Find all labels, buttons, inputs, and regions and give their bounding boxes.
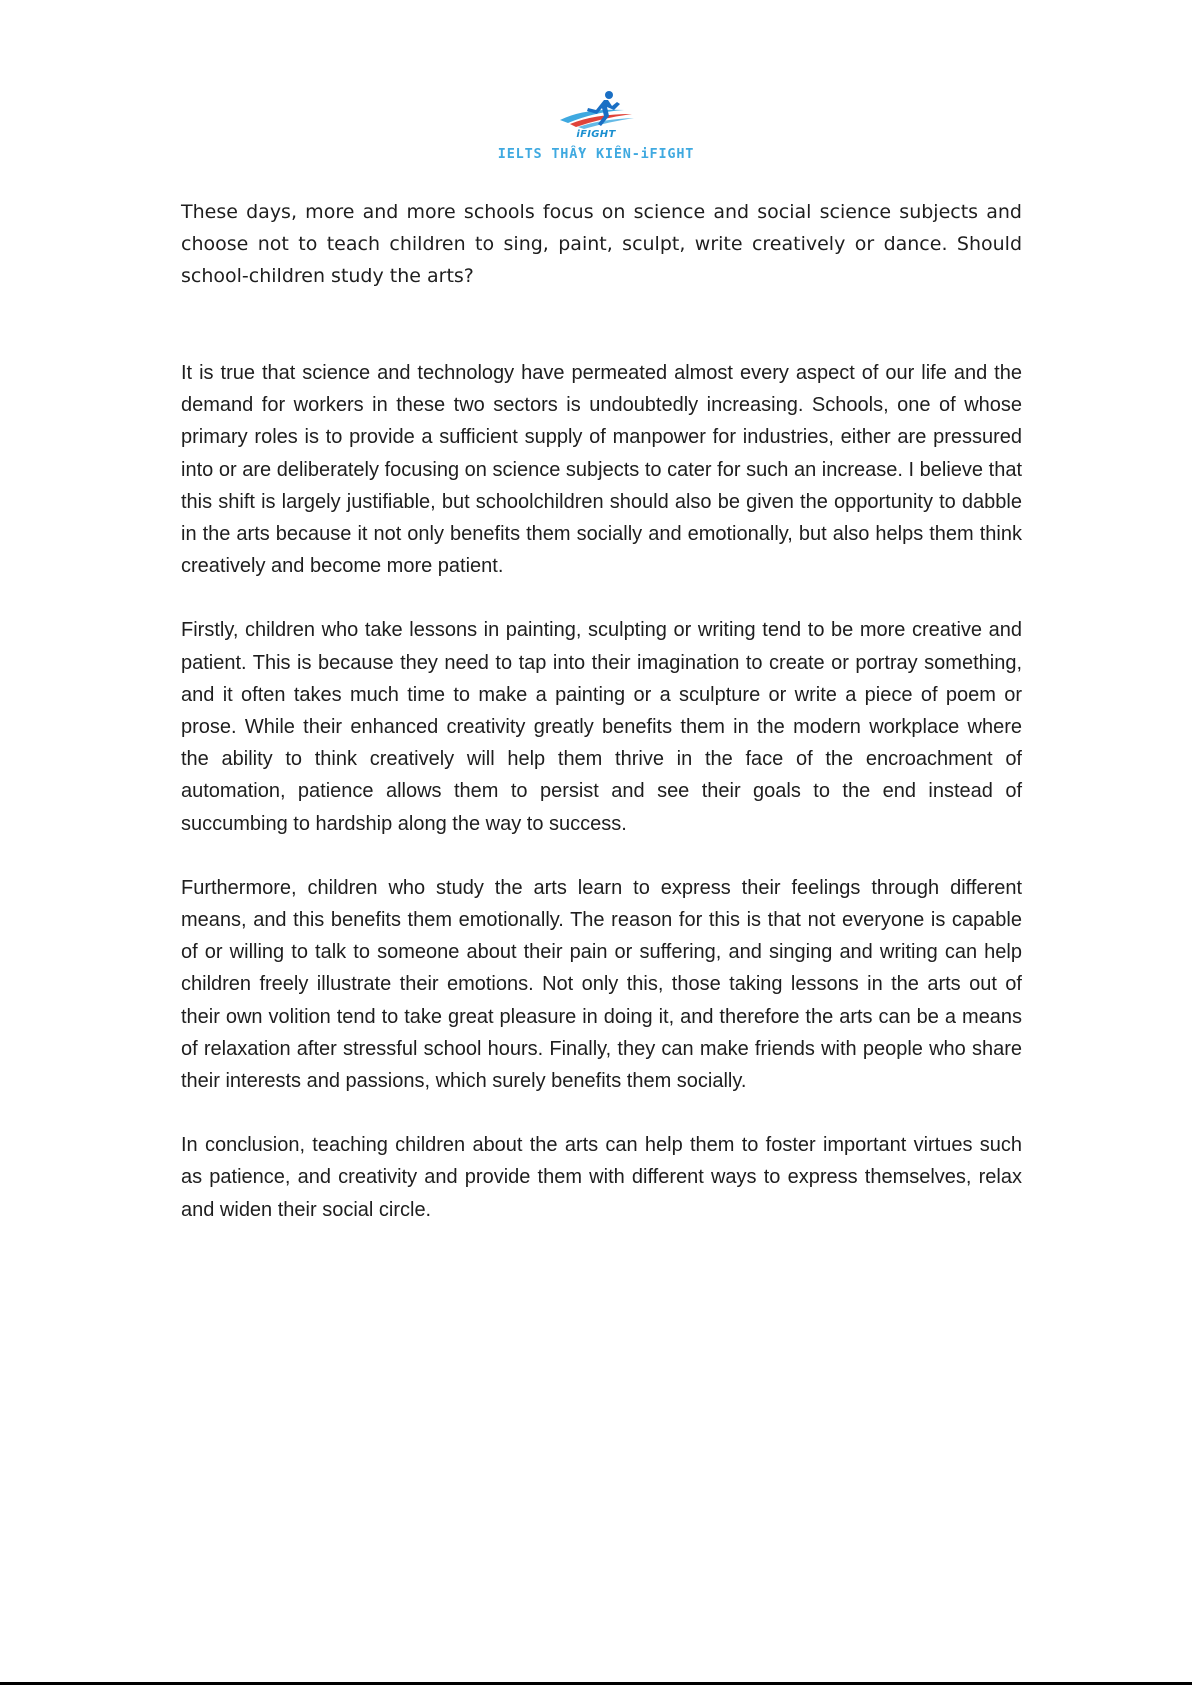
essay-paragraph-body-1: Firstly, children who take lessons in painting, sculpting or writing tend to be more creative and patient. This is because they need to tap into their imagination to create or portray something, and it often takes much time to make a painting or a sculpture or write a piece of poem or prose. While their enhanced creativity greatly benefits them in the modern workplace where the ability to think creatively will help them thrive in the face of the encroachment of automation, patience allows them to persist and see their goals to the end instead of succumbing to hardship along the way to success. bbox=[181, 619, 1022, 835]
logo-wordmark: iFIGHT bbox=[576, 129, 616, 140]
essay-paragraph-introduction: It is true that science and technology have permeated almost every aspect of our life and the demand for workers in these two sectors is undoubtedly increasing. Schools, one of whose primary roles is to provide a sufficient supply of manpower for industries, either are pressured into or are deliberately focusing on science subjects to cater for such an increase. I believe that this shift is largely justifiable, but schoolchildren should also be given the opportunity to dabble in the arts because it not only benefits them socially and emotionally, but also helps them think creatively and become more patient. bbox=[181, 362, 1022, 578]
essay bbox=[181, 357, 1022, 1226]
page-header bbox=[0, 88, 1192, 162]
runner-logo-icon bbox=[554, 88, 638, 132]
essay-paragraph-body-2: Furthermore, children who study the arts learn to express their feelings through different means, and this benefits them emotionally. The reason for this is that not everyone is capable of or willing to talk to someone about their pain or suffering, and singing and writing can help children freely illustrate their emotions. Not only this, those taking lessons in the arts out of their own volition tend to take great pleasure in doing it, and therefore the arts can be a means of relaxation after stressful school hours. Finally, they can make friends with people who share their interests and passions, which surely benefits them socially. bbox=[181, 876, 1022, 1093]
brand-title: IELTS THẦY KIÊN-iFIGHT bbox=[497, 146, 695, 162]
essay-paragraph-conclusion: In conclusion, teaching children about the arts can help them to foster important virtues such as patience, and creativity and provide them with different ways to express themselves, relax and widen their social circle. bbox=[181, 1134, 1022, 1221]
essay-prompt: These days, more and more schools focus on science and social science subjects and choose not to teach children to sing, paint, sculpt, write creatively or dance. Should school-children study the arts? bbox=[181, 201, 1022, 287]
document-body bbox=[181, 196, 1022, 1258]
